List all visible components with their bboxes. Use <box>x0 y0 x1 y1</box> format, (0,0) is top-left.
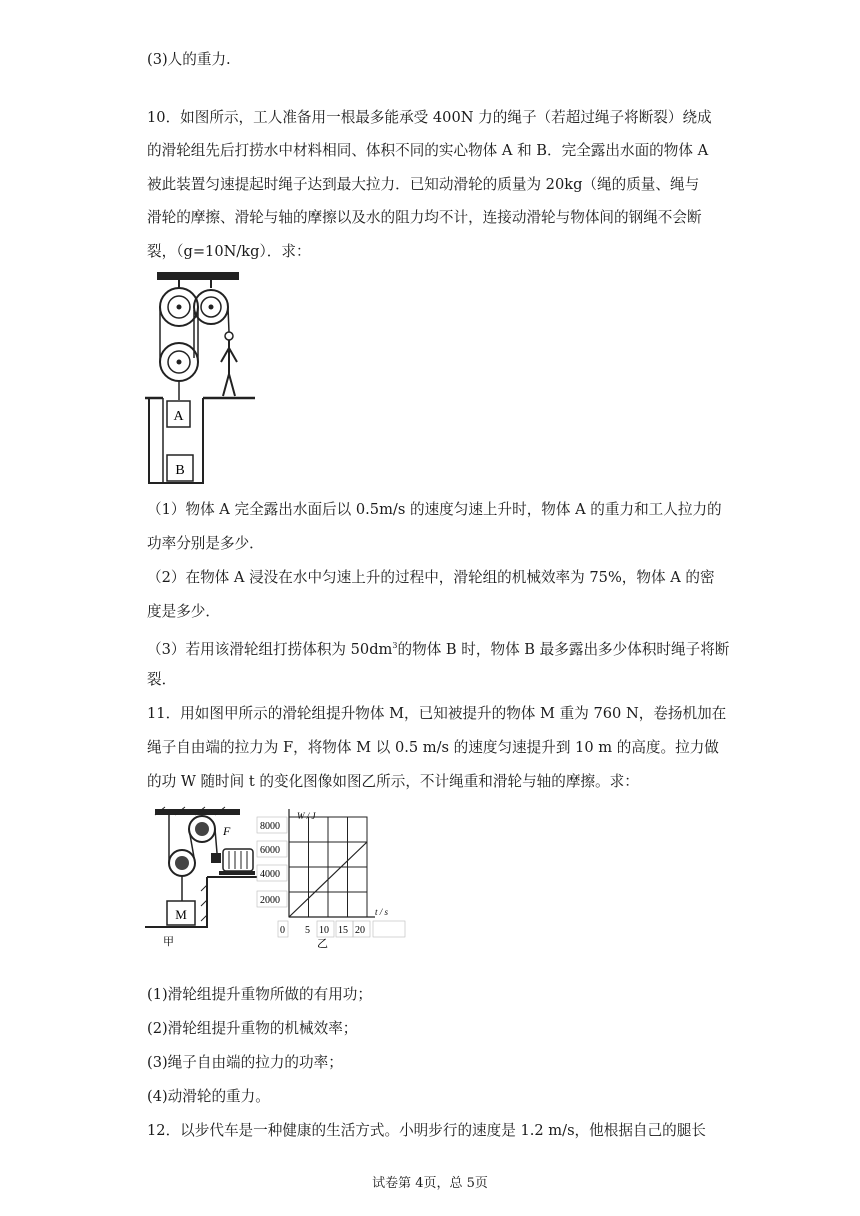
y-axis-label: W / J <box>297 811 316 821</box>
y-tick-label: 8000 <box>260 821 280 832</box>
superscript: 3 <box>392 641 398 650</box>
text-line: 绳子自由端的拉力为 F，将物体 M 以 0.5 m/s 的速度匀速提升到 10 m 的高度。拉力做 <box>147 739 719 756</box>
text-line: 度是多少． <box>147 603 220 620</box>
text-line: 滑轮的摩擦、滑轮与轴的摩擦以及水的阻力均不计，连接动滑轮与物体间的钢绳不会断 <box>147 209 702 226</box>
text-line <box>147 636 729 660</box>
text-line: (3)绳子自由端的拉力的功率； <box>147 1054 343 1071</box>
pulley-figure-2 <box>145 805 265 950</box>
text-segment: （3）若用该滑轮组打捞体积为 50dm <box>147 640 393 658</box>
text-line: 的滑轮组先后打捞水中材料相同、体积不同的实心物体 A 和 B．完全露出水面的物体 A <box>147 142 709 159</box>
x-tick-label: 20 <box>355 925 365 936</box>
text-segment: 的物体 B 时，物体 B 最多露出多少体积时绳子将断 <box>397 640 730 658</box>
work-time-graph <box>255 805 415 950</box>
x-tick-label: 5 <box>305 925 310 936</box>
text-line: 的功 W 随时间 t 的变化图像如图乙所示，不计绳重和滑轮与轴的摩擦。求： <box>147 773 639 790</box>
object-a-label: A <box>173 409 184 424</box>
text-line: （2）在物体 A 浸没在水中匀速上升的过程中，滑轮组的机械效率为 75%，物体 A 的密 <box>147 569 715 586</box>
object-m-label: M <box>175 907 187 922</box>
text-line: 12．以步代车是一种健康的生活方式。小明步行的速度是 1.2 m/s，他根据自己的腿长 <box>147 1122 706 1139</box>
text-line: (4)动滑轮的重力。 <box>147 1088 270 1105</box>
object-b-label: B <box>175 463 185 478</box>
text-line: 功率分别是多少． <box>147 535 264 552</box>
figure-jia-label: 甲 <box>163 935 174 948</box>
y-tick-label: 6000 <box>260 845 280 856</box>
y-tick-label: 2000 <box>260 895 280 906</box>
text-line: (3)人的重力. <box>147 51 231 68</box>
text-line: 11．用如图甲所示的滑轮组提升物体 M，已知被提升的物体 M 重为 760 N，卷扬机加在 <box>147 705 727 722</box>
x-axis-label: t / s <box>375 907 389 917</box>
x-tick-label: 10 <box>319 925 329 936</box>
text-line: （1）物体 A 完全露出水面后以 0.5m/s 的速度匀速上升时，物体 A 的重力和工人拉力的 <box>147 501 722 518</box>
text-line: 裂． <box>147 671 177 688</box>
figure-yi-label: 乙 <box>317 937 328 950</box>
text-line: 被此装置匀速提起时绳子达到最大拉力．已知动滑轮的质量为 20kg（绳的质量、绳与 <box>147 176 700 193</box>
text-line: 10．如图所示，工人准备用一根最多能承受 400N 力的绳子（若超过绳子将断裂）绕成 <box>147 109 712 126</box>
y-tick-label: 4000 <box>260 869 280 880</box>
page-footer: 试卷第 4页，总 5页 <box>372 1176 488 1191</box>
force-f-label: F <box>223 824 231 838</box>
x-tick-label: 15 <box>338 925 348 936</box>
text-line: (1)滑轮组提升重物所做的有用功； <box>147 986 372 1003</box>
text-line: 裂，（g=10N/kg）．求： <box>147 243 311 260</box>
text-line: (2)滑轮组提升重物的机械效率； <box>147 1020 358 1037</box>
pulley-figure-1 <box>145 270 255 492</box>
x-tick-label: 0 <box>280 925 285 936</box>
